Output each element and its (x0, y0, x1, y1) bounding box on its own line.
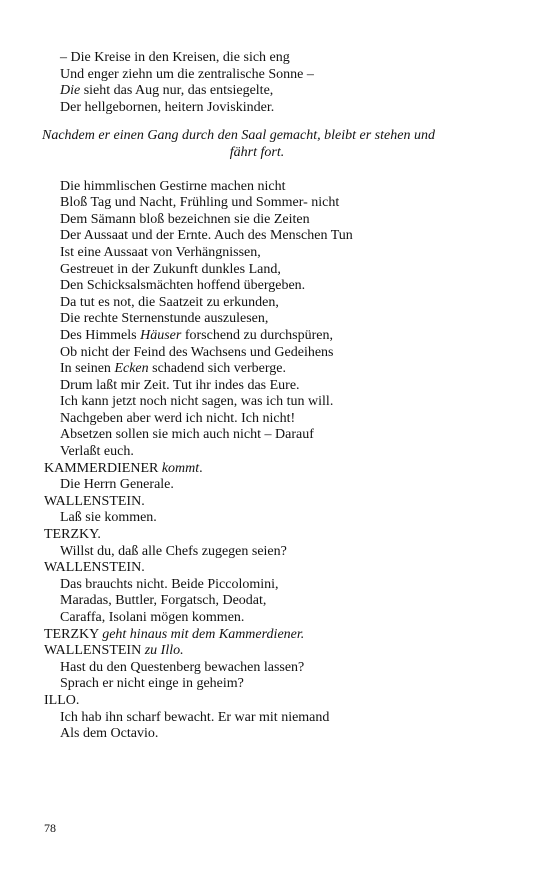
emphasis: Die (60, 83, 81, 99)
punctuation: . (199, 460, 203, 476)
verse-line: Die Herrn Generale. (60, 477, 174, 493)
verse-line (44, 328, 514, 345)
verse-text: In seinen (60, 361, 115, 377)
stage-direction-line: fährt fort. (229, 144, 285, 160)
verse-line: Die rechte Sternenstunde auszulesen, (60, 311, 269, 327)
speaker-wallenstein: WALLENSTEIN. (44, 560, 145, 576)
page-number: 78 (44, 821, 56, 835)
speaker-terzky (44, 627, 514, 644)
stage-direction-inline: zu Illo. (144, 643, 184, 659)
verse-line: Als dem Octavio. (60, 726, 159, 742)
verse-line: Ich hab ihn scharf bewacht. Er war mit niemand (60, 709, 330, 725)
stage-direction-line: Nachdem er einen Gang durch den Saal gemacht, bleibt er stehen und (42, 128, 435, 144)
verse-line: Ich kann jetzt noch nicht sagen, was ich tun will. (60, 394, 334, 410)
speaker-name: TERZKY (44, 626, 99, 642)
speaker-illo: ILLO. (44, 692, 80, 708)
verse-line (44, 361, 514, 378)
verse-line (44, 83, 514, 100)
text-block (44, 50, 514, 743)
verse-line: Hast du den Questenberg bewachen lassen? (60, 659, 305, 675)
verse-line: Gestreuet in der Zukunft dunkles Land, (60, 261, 281, 277)
verse-line: Der Aussaat und der Ernte. Auch des Menschen Tun (60, 228, 353, 244)
verse-line: Das brauchts nicht. Beide Piccolomini, (60, 576, 279, 592)
verse-text: schadend sich verberge. (148, 361, 286, 377)
verse-line: Willst du, daß alle Chefs zugegen seien? (60, 543, 287, 559)
emphasis: Ecken (114, 361, 149, 377)
verse-line: Der hellgebornen, heitern Joviskinder. (60, 99, 275, 115)
speaker-name: KAMMERDIENER (44, 460, 159, 476)
emphasis: Häuser (140, 327, 182, 343)
verse-line: Nachgeben aber werd ich nicht. Ich nicht! (60, 410, 296, 426)
stage-direction-inline: geht hinaus mit dem Kammerdiener. (102, 626, 305, 642)
verse-line: Laß sie kommen. (60, 510, 157, 526)
verse-line: Maradas, Buttler, Forgatsch, Deodat, (60, 593, 267, 609)
verse-line: Sprach er nicht einge in geheim? (60, 676, 244, 692)
speaker-name: WALLENSTEIN (44, 643, 142, 659)
verse-line: Bloß Tag und Nacht, Frühling und Sommer- nicht (60, 195, 340, 211)
verse-text: forschend zu durchspüren, (181, 327, 333, 343)
speaker-wallenstein: WALLENSTEIN. (44, 493, 145, 509)
verse-line: – Die Kreise in den Kreisen, die sich eng (60, 50, 290, 65)
verse-line: Da tut es not, die Saatzeit zu erkunden, (60, 294, 279, 310)
stage-direction (42, 128, 472, 161)
verse-text: sieht das Aug nur, das entsiegelte, (80, 83, 274, 99)
verse-line: Absetzen sollen sie mich auch nicht – Darauf (60, 427, 314, 443)
speaker-wallenstein (44, 643, 514, 660)
verse-line: Die himmlischen Gestirne machen nicht (60, 178, 286, 194)
verse-line: Ist eine Aussaat von Verhängnissen, (60, 244, 261, 260)
verse-line: Caraffa, Isolani mögen kommen. (60, 610, 245, 625)
verse-line: Drum laßt mir Zeit. Tut ihr indes das Eure. (60, 377, 300, 393)
verse-line: Und enger ziehn um die zentralische Sonne – (60, 66, 314, 82)
stage-direction-inline: kommt (161, 460, 200, 476)
speaker-terzky: TERZKY. (44, 527, 101, 543)
verse-line: Den Schicksalsmächten hoffend übergeben. (60, 278, 306, 294)
verse-text: Des Himmels (60, 327, 141, 343)
verse-line: Verlaßt euch. (60, 444, 134, 460)
verse-line: Ob nicht der Feind des Wachsens und Gedeihens (60, 344, 334, 360)
speaker-kammerdiener (44, 461, 514, 478)
verse-line: Dem Sämann bloß bezeichnen sie die Zeiten (60, 211, 310, 227)
